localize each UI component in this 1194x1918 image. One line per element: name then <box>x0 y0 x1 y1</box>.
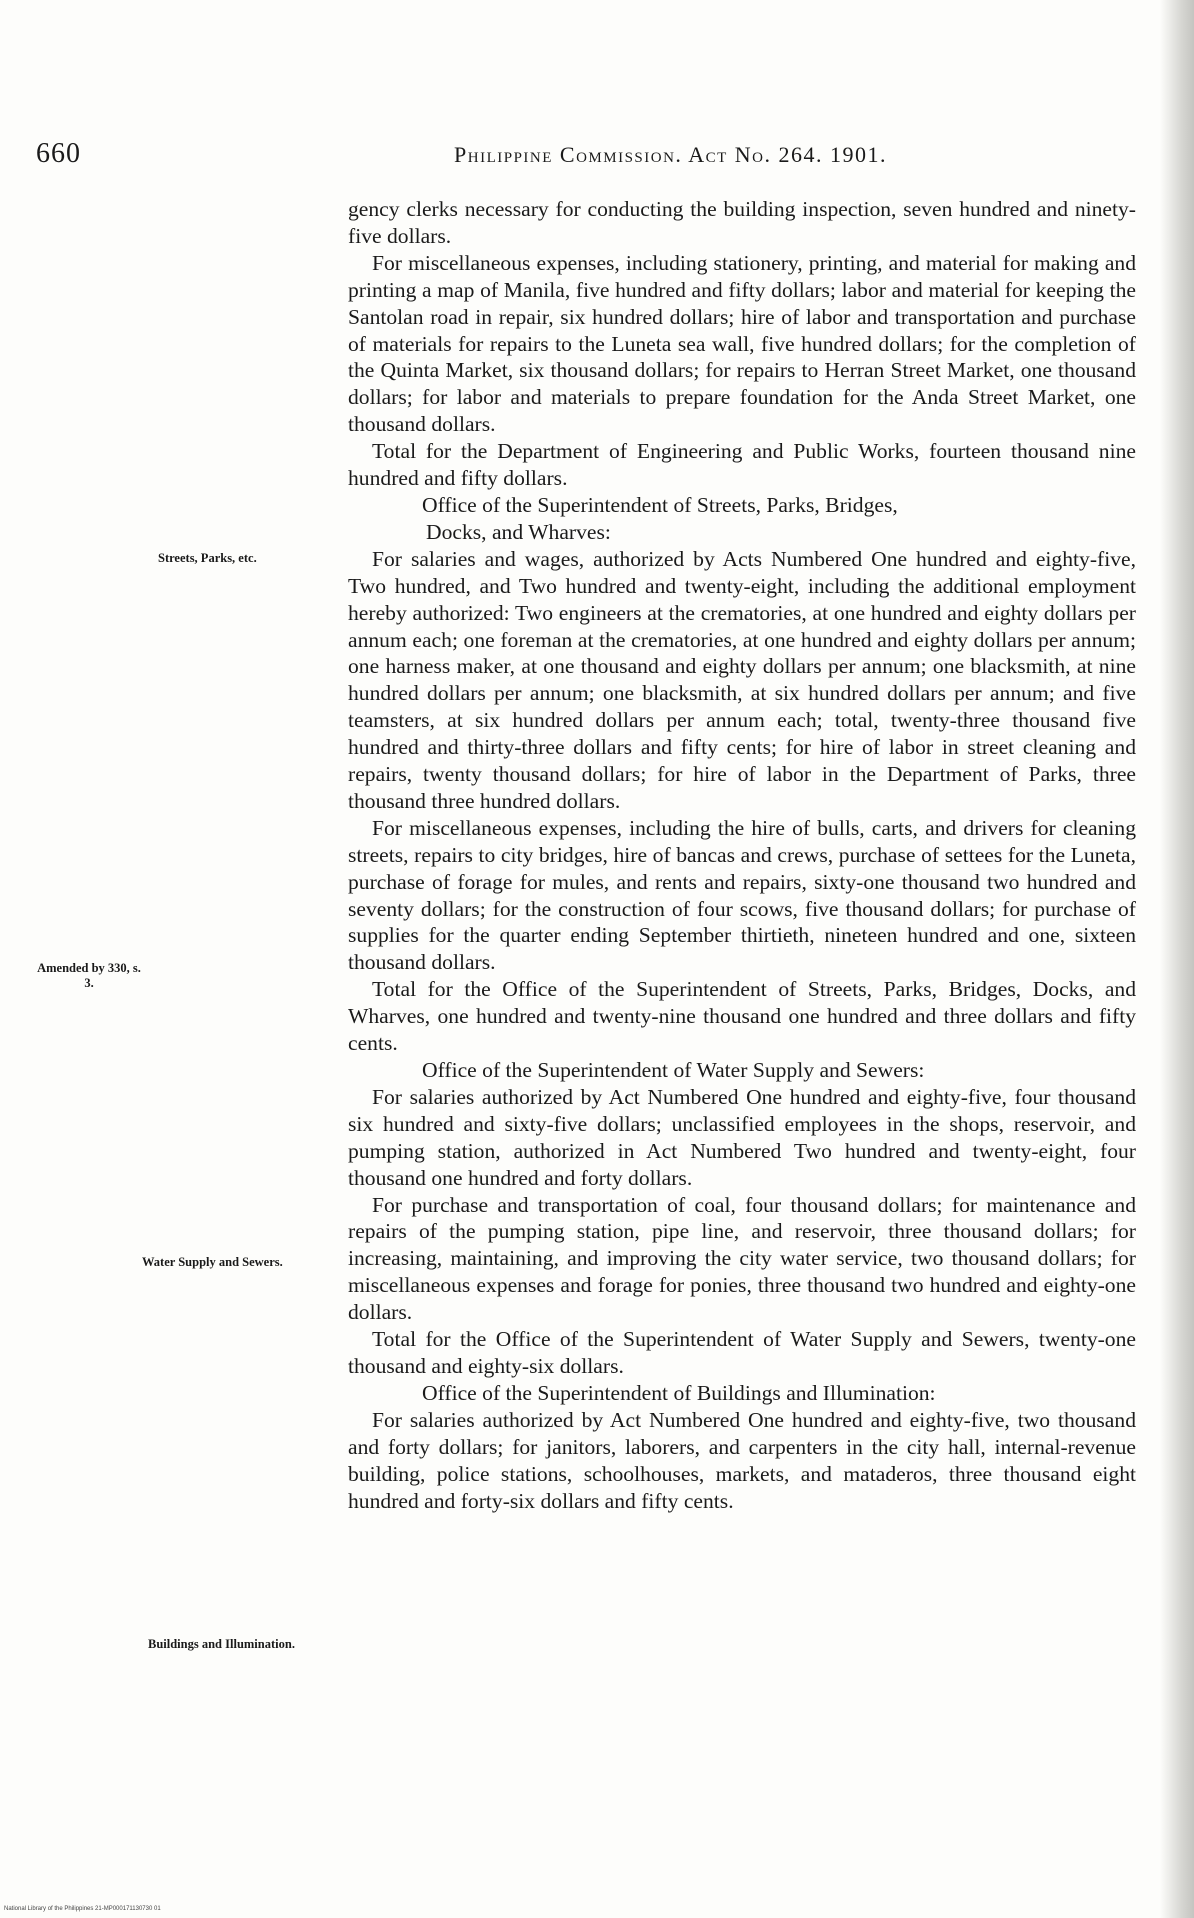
paragraph-water-salaries: For salaries authorized by Act Numbered One hundred and eighty-five, four thousand six hundred and sixty-five dollars; unclassified employees in the shops, reservoir, and pumping station, authorized in Act Numbered Two hundred and twenty-eight, four thousand one hundred and forty dollars. <box>348 1084 1136 1190</box>
heading-streets-office <box>348 492 1136 546</box>
page-header <box>36 138 1036 178</box>
margin-note-water: Water Supply and Sewers. <box>142 1255 283 1269</box>
heading-buildings-office: Office of the Superintendent of Buildings and Illumination: <box>422 1380 936 1405</box>
running-head: Philippine Commission. Act No. 264. 1901. <box>454 142 887 167</box>
heading-streets-line-2: Docks, and Wharves: <box>426 519 611 544</box>
paragraph-building-inspection: gency clerks necessary for conducting the building inspection, seven hundred and ninety-five dollars. <box>348 197 1136 248</box>
heading-water-office: Office of the Superintendent of Water Supply and Sewers: <box>422 1058 925 1082</box>
margin-note-amended: Amended by 330, s. 3. <box>37 961 141 990</box>
paragraph-total-streets: Total for the Office of the Superintendent of Streets, Parks, Bridges, Docks, and Wharves, one hundred and twenty-nine thousand one hundred and three dollars and fifty cents. <box>348 977 1136 1056</box>
paragraph-misc-expenses-engineering: For miscellaneous expenses, including stationery, printing, and material for making and printing a map of Manila, five hundred and fifty dollars; labor and material for keeping the Santolan road in repair, six hundred dollars; hire of labor and transportation and purchase of materials for repairs to the Luneta sea wall, five hundred dollars; for the completion of the Quinta Market, six thousand dollars; for repairs to Herran Street Market, one thousand dollars; for labor and materials to prepare foundation for the Anda Street Market, one thousand dollars. <box>348 250 1136 437</box>
paragraph-total-water: Total for the Office of the Superintendent of Water Supply and Sewers, twenty-one thousand and eighty-six dollars. <box>348 1327 1136 1378</box>
margin-note-buildings: Buildings and Illumination. <box>148 1637 295 1651</box>
paragraph-water-misc: For purchase and transportation of coal, four thousand dollars; for maintenance and repairs of the pumping station, pipe line, and reservoir, three thousand dollars; for increasing, maintaining, and improving the city water service, two thousand dollars; for miscellaneous expenses and forage for ponies, three thousand two hundred and eighty-one dollars. <box>348 1192 1136 1325</box>
page-edge-shadow <box>1160 0 1194 1918</box>
scan-credit: National Library of the Philippines 21-MP000171130730 01 <box>4 1906 161 1912</box>
heading-streets-line-1: Office of the Superintendent of Streets, Parks, Bridges, <box>422 492 898 517</box>
paragraph-streets-misc: For miscellaneous expenses, including the hire of bulls, carts, and drivers for cleaning streets, repairs to city bridges, hire of bancas and crews, purchase of settees for the Luneta, purchase of forage for mules, and rents and repairs, sixty-one thousand two hundred and seventy dollars; for the construction of four scows, five thousand dollars; for purchase of supplies for the quarter ending September thirtieth, nineteen hundred and one, sixteen thousand dollars. <box>348 815 1136 975</box>
paragraph-streets-salaries: For salaries and wages, authorized by Acts Numbered One hundred and eighty-five, Two hundred, and Two hundred and twenty-eight, including the additional employment hereby authorized: Two engineers at the crematories, at one hundred and eighty dollars per annum each; one foreman at the crematories, at one hundred and eighty dollars per annum; one harness maker, at one thousand and eighty dollars per annum; one blacksmith, at nine hundred dollars per annum; one blacksmith, at six hundred dollars per annum; and five teamsters, at six hundred dollars per annum each; total, twenty-three thousand five hundred and thirty-three dollars and fifty cents; for hire of labor in street cleaning and repairs, twenty thousand dollars; for hire of labor in the Department of Parks, three thousand three hundred dollars. <box>348 546 1136 813</box>
page-number: 660 <box>36 138 81 169</box>
body-text <box>348 196 1136 1514</box>
paragraph-total-engineering: Total for the Department of Engineering and Public Works, fourteen thousand nine hundred and fifty dollars. <box>348 439 1136 491</box>
margin-note-streets: Streets, Parks, etc. <box>158 551 257 565</box>
paragraph-buildings-salaries: For salaries authorized by Act Numbered One hundred and eighty-five, two thousand and forty dollars; for janitors, laborers, and carpenters in the city hall, internal-revenue building, police stations, schoolhouses, markets, and mataderos, three thousand eight hundred and forty-six dollars and fifty cents. <box>348 1407 1136 1513</box>
